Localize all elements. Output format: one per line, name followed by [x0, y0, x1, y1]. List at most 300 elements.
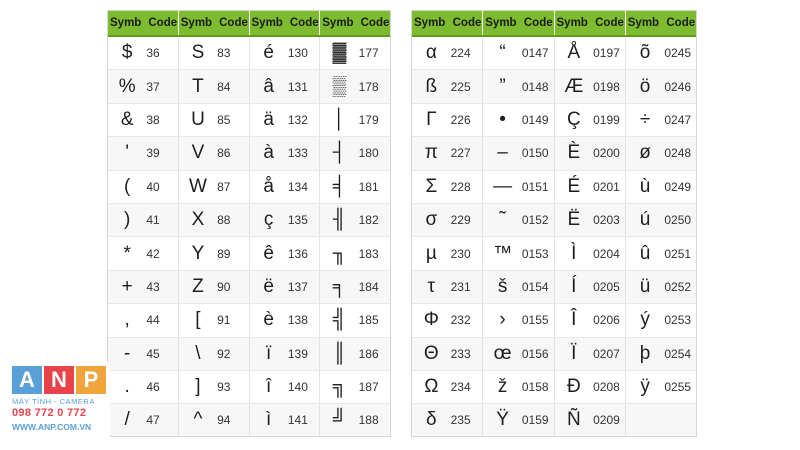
symbol-glyph: Í: [571, 275, 577, 297]
symbol-code: 0205: [593, 279, 620, 294]
symbol-glyph: µ: [425, 242, 437, 264]
symbol-glyph: •: [499, 108, 506, 130]
symbol-cell: [626, 171, 696, 203]
symbol-code: 0153: [521, 246, 549, 261]
symbol-cell: [555, 304, 626, 336]
symbol-code: 0158: [521, 380, 549, 395]
anp-logo: [0, 362, 110, 450]
symbol-code: 138: [287, 313, 308, 328]
symbol-glyph: ë: [263, 275, 274, 297]
symbol-code: 137: [287, 279, 308, 294]
symbol-cell: [412, 271, 483, 303]
symbol-cell: [626, 371, 696, 403]
symbol-glyph: σ: [425, 209, 438, 231]
symbol-code: 0255: [664, 380, 692, 395]
symbol-code: 140: [287, 380, 308, 395]
symbol-code: 41: [146, 213, 160, 228]
header-code: Code: [523, 17, 553, 29]
header-group: [320, 11, 390, 35]
symbol-code: 0207: [593, 346, 620, 361]
symbol-code: 0148: [521, 79, 549, 94]
symbol-code: 136: [287, 246, 308, 261]
symbol-glyph: ▒: [332, 75, 347, 97]
symbol-code: 232: [450, 313, 471, 328]
symbol-code: 187: [358, 380, 379, 395]
header-code: Code: [452, 17, 482, 29]
symbol-cell: [179, 70, 250, 102]
symbol-cell: [412, 37, 483, 69]
table-row: [412, 204, 696, 237]
symbol-code: 186: [358, 346, 379, 361]
symbol-code: 0199: [593, 112, 620, 127]
symbol-cell: [320, 70, 390, 102]
symbol-code: 94: [217, 413, 231, 428]
symbol-cell: [250, 404, 321, 436]
symbol-cell: [483, 204, 554, 236]
ascii-table-left: [107, 10, 391, 437]
symbol-code: 0201: [593, 179, 620, 194]
table-row: [412, 37, 696, 70]
symbol-cell: [412, 304, 483, 336]
symbol-code: 90: [217, 279, 231, 294]
symbol-glyph: Ì: [571, 242, 577, 264]
symbol-glyph: ▓: [332, 42, 347, 64]
symbol-glyph: Î: [571, 309, 577, 331]
symbol-cell: [179, 104, 250, 136]
table-row: [412, 338, 696, 371]
symbol-code: 0254: [664, 346, 692, 361]
symbol-code: 0206: [593, 313, 620, 328]
symbol-glyph: ê: [263, 242, 274, 264]
header-group: [412, 11, 483, 35]
symbol-cell: [108, 304, 179, 336]
symbol-glyph: Ï: [571, 342, 577, 364]
symbol-cell: [250, 104, 321, 136]
table-row: [108, 37, 390, 70]
symbol-cell: [108, 37, 179, 69]
symbol-glyph: ä: [263, 108, 274, 130]
table-row: [412, 137, 696, 170]
symbol-glyph: ì: [266, 409, 272, 431]
symbol-code: 179: [358, 112, 379, 127]
symbol-code: 141: [287, 413, 308, 428]
table-row: [108, 271, 390, 304]
symbol-code: 46: [146, 380, 160, 395]
symbol-cell: [483, 171, 554, 203]
symbol-code: 229: [450, 213, 471, 228]
symbol-cell: [555, 104, 626, 136]
symbol-code: 131: [287, 79, 308, 94]
symbol-glyph: V: [191, 142, 205, 164]
symbol-cell: [483, 304, 554, 336]
symbol-code: 42: [146, 246, 160, 261]
symbol-glyph: ˜: [499, 209, 506, 231]
symbol-glyph: ”: [499, 75, 506, 97]
symbol-glyph: τ: [427, 275, 436, 297]
table-header: [412, 11, 696, 37]
symbol-code: 0247: [664, 112, 692, 127]
header-code: Code: [360, 17, 390, 29]
symbol-glyph: ': [125, 142, 129, 164]
symbol-glyph: π: [424, 142, 438, 164]
symbol-cell: [412, 104, 483, 136]
symbol-code: 0208: [593, 380, 620, 395]
symbol-cell: [412, 371, 483, 403]
symbol-glyph: ç: [263, 209, 274, 231]
symbol-glyph: W: [188, 175, 207, 197]
symbol-code: 0197: [593, 46, 620, 61]
symbol-code: 44: [146, 313, 160, 328]
table-row: [412, 237, 696, 270]
symbol-cell: [250, 237, 321, 269]
table-row: [412, 70, 696, 103]
symbol-glyph: $: [121, 42, 133, 64]
symbol-glyph: Y: [191, 242, 205, 264]
symbol-code: 89: [217, 246, 231, 261]
symbol-glyph: Θ: [423, 342, 439, 364]
symbol-glyph: Σ: [425, 175, 438, 197]
header-group: [555, 11, 626, 35]
symbol-code: 230: [450, 246, 471, 261]
logo-letter-n: N: [44, 366, 74, 394]
symbol-cell: [320, 271, 390, 303]
symbol-glyph: –: [497, 142, 508, 164]
symbol-cell: [483, 404, 554, 436]
symbol-code: 231: [450, 279, 471, 294]
symbol-code: 86: [217, 146, 231, 161]
symbol-code: 83: [217, 46, 231, 61]
symbol-cell: [320, 171, 390, 203]
logo-letters: [12, 366, 106, 394]
symbol-glyph: ╕: [332, 275, 347, 297]
symbol-cell: [179, 237, 250, 269]
symbol-cell: [320, 104, 390, 136]
symbol-cell: [626, 237, 696, 269]
symbol-cell: [555, 171, 626, 203]
table-row: [412, 171, 696, 204]
symbol-glyph: ü: [639, 275, 651, 297]
symbol-glyph: ž: [497, 376, 508, 398]
symbol-code: 0209: [593, 413, 620, 428]
symbol-cell: [555, 404, 626, 436]
symbol-code: 36: [146, 46, 160, 61]
symbol-glyph: ╝: [332, 409, 347, 431]
symbol-cell: [626, 338, 696, 370]
symbol-code: 180: [358, 146, 379, 161]
header-symb: Symb: [110, 17, 142, 29]
symbol-code: 0245: [664, 46, 692, 61]
symbol-cell: [108, 338, 179, 370]
symbol-glyph: δ: [426, 409, 437, 431]
symbol-cell: [179, 137, 250, 169]
symbol-cell: [108, 70, 179, 102]
symbol-glyph: ╖: [332, 242, 347, 264]
symbol-glyph: ÿ: [640, 376, 650, 398]
symbol-glyph: ý: [640, 309, 650, 331]
symbol-code: 0246: [664, 79, 692, 94]
symbol-glyph: ø: [639, 142, 651, 164]
table-body: [108, 37, 390, 437]
symbol-code: 181: [358, 179, 379, 194]
symbol-glyph: Z: [192, 275, 204, 297]
symbol-glyph: Ë: [567, 209, 581, 231]
header-symb: Symb: [556, 17, 588, 29]
symbol-cell: [108, 171, 179, 203]
symbol-cell: [626, 271, 696, 303]
symbol-glyph: &: [120, 108, 134, 130]
symbol-glyph: /: [124, 409, 130, 431]
symbol-cell: [108, 204, 179, 236]
symbol-code: 0147: [521, 46, 549, 61]
symbol-cell: [108, 371, 179, 403]
symbol-glyph: *: [123, 242, 131, 264]
symbol-glyph: ï: [266, 342, 272, 364]
symbol-glyph: \: [195, 342, 201, 364]
symbol-glyph: é: [263, 42, 274, 64]
symbol-code: 224: [450, 46, 471, 61]
symbol-glyph: ╢: [332, 209, 347, 231]
symbol-cell: [320, 237, 390, 269]
table-row: [108, 204, 390, 237]
symbol-glyph: ^: [193, 409, 203, 431]
symbol-glyph: ╗: [332, 376, 347, 398]
symbol-glyph: ß: [425, 75, 438, 97]
symbol-glyph: S: [191, 42, 205, 64]
symbol-cell: [108, 271, 179, 303]
symbol-cell: [626, 204, 696, 236]
symbol-cell: [179, 37, 250, 69]
logo-phone: 098 772 0 772: [12, 407, 87, 419]
symbol-cell: [412, 204, 483, 236]
header-code: Code: [289, 17, 319, 29]
symbol-glyph: ): [124, 209, 131, 231]
symbol-code: 228: [450, 179, 471, 194]
symbol-glyph: œ: [493, 342, 512, 364]
symbol-cell: [412, 70, 483, 102]
symbol-glyph: T: [192, 75, 204, 97]
symbol-glyph: -: [124, 342, 131, 364]
symbol-code: 184: [358, 279, 379, 294]
symbol-code: 139: [287, 346, 308, 361]
logo-letter-a: A: [12, 366, 42, 394]
symbol-glyph: Ω: [424, 376, 439, 398]
table-row: [108, 70, 390, 103]
symbol-glyph: û: [639, 242, 651, 264]
symbol-code: 234: [450, 380, 471, 395]
symbol-code: 84: [217, 79, 231, 94]
symbol-glyph: [: [195, 309, 201, 331]
symbol-code: 43: [146, 279, 160, 294]
symbol-cell: [483, 271, 554, 303]
header-code: Code: [148, 17, 178, 29]
symbol-code: 132: [287, 112, 308, 127]
symbol-cell: [626, 304, 696, 336]
symbol-cell: [179, 271, 250, 303]
header-group: [179, 11, 250, 35]
symbol-cell: [412, 237, 483, 269]
symbol-glyph: Φ: [423, 309, 439, 331]
symbol-cell: [483, 237, 554, 269]
symbol-cell: [179, 338, 250, 370]
symbol-code: 130: [287, 46, 308, 61]
table-row: [412, 404, 696, 437]
symbol-cell: [626, 37, 696, 69]
symbol-code: 0249: [664, 179, 692, 194]
symbol-glyph: ù: [639, 175, 651, 197]
symbol-code: 188: [358, 413, 379, 428]
symbol-cell: [320, 304, 390, 336]
header-group: [250, 11, 321, 35]
symbol-cell: [250, 37, 321, 69]
symbol-cell: [626, 70, 696, 102]
table-header: [108, 11, 390, 37]
symbol-glyph: ║: [332, 342, 347, 364]
symbol-glyph: ú: [639, 209, 651, 231]
symbol-glyph: š: [497, 275, 508, 297]
table-row: [108, 371, 390, 404]
symbol-code: 45: [146, 346, 160, 361]
symbol-glyph: “: [499, 42, 506, 64]
symbol-cell: [555, 271, 626, 303]
symbol-cell: [250, 204, 321, 236]
symbol-glyph: ö: [639, 75, 651, 97]
header-group: [626, 11, 696, 35]
symbol-glyph: Γ: [426, 108, 437, 130]
symbol-glyph: ╡: [332, 175, 347, 197]
symbol-glyph: ›: [499, 309, 506, 331]
symbol-code: 0151: [521, 179, 549, 194]
table-row: [412, 104, 696, 137]
symbol-code: 135: [287, 213, 308, 228]
symbol-code: 227: [450, 146, 471, 161]
symbol-cell: [320, 404, 390, 436]
symbol-code: 0149: [521, 112, 549, 127]
symbol-cell: [555, 371, 626, 403]
logo-tagline: MÁY TÍNH - CAMERA: [12, 397, 95, 406]
symbol-cell: [626, 104, 696, 136]
table-row: [412, 304, 696, 337]
symbol-code: 233: [450, 346, 471, 361]
symbol-cell: [320, 37, 390, 69]
symbol-glyph: ╣: [332, 309, 347, 331]
table-row: [412, 271, 696, 304]
symbol-glyph: │: [333, 108, 346, 130]
symbol-glyph: õ: [639, 42, 651, 64]
symbol-code: 185: [358, 313, 379, 328]
symbol-glyph: è: [263, 309, 274, 331]
symbol-code: 0156: [521, 346, 549, 361]
header-code: Code: [595, 17, 624, 29]
table-row: [108, 404, 390, 437]
symbol-cell: [483, 137, 554, 169]
symbol-cell: [108, 104, 179, 136]
symbol-cell: [483, 338, 554, 370]
symbol-code: 39: [146, 146, 160, 161]
symbol-code: 133: [287, 146, 308, 161]
symbol-code: 0252: [664, 279, 692, 294]
symbol-cell: [108, 137, 179, 169]
header-symb: Symb: [627, 17, 660, 29]
header-group: [108, 11, 179, 35]
symbol-cell: [555, 338, 626, 370]
header-symb: Symb: [251, 17, 283, 29]
symbol-cell: [108, 404, 179, 436]
header-group: [483, 11, 554, 35]
symbol-cell: [179, 371, 250, 403]
symbol-glyph: Ñ: [566, 409, 581, 431]
symbol-code: 0253: [664, 313, 692, 328]
symbol-cell: [626, 137, 696, 169]
symbol-cell: [250, 70, 321, 102]
symbol-cell: [179, 304, 250, 336]
table-row: [108, 137, 390, 170]
logo-letter-p: P: [76, 366, 106, 394]
header-code: Code: [666, 17, 696, 29]
symbol-code: 0251: [664, 246, 692, 261]
symbol-glyph: ,: [124, 309, 130, 331]
symbol-cell: [108, 237, 179, 269]
symbol-glyph: —: [493, 175, 513, 197]
table-row: [412, 371, 696, 404]
logo-website: WWW.ANP.COM.VN: [12, 422, 92, 432]
symbol-cell: [412, 137, 483, 169]
symbol-glyph: Æ: [564, 75, 584, 97]
symbol-cell: [320, 371, 390, 403]
symbol-glyph: α: [425, 42, 437, 64]
symbol-cell: [179, 171, 250, 203]
symbol-cell: [179, 404, 250, 436]
table-row: [108, 237, 390, 270]
symbol-cell: [320, 204, 390, 236]
symbol-code: 134: [287, 179, 308, 194]
symbol-cell: [250, 171, 321, 203]
symbol-glyph: å: [263, 175, 274, 197]
symbol-code: 0155: [521, 313, 549, 328]
symbol-code: 178: [358, 79, 379, 94]
symbol-code: 0154: [521, 279, 549, 294]
symbol-cell: [555, 137, 626, 169]
symbol-code: 0203: [593, 213, 620, 228]
symbol-cell: [483, 37, 554, 69]
symbol-cell: [250, 338, 321, 370]
symbol-glyph: Ç: [566, 108, 581, 130]
symbol-cell: [483, 70, 554, 102]
symbol-code: 0198: [593, 79, 620, 94]
symbol-glyph: %: [118, 75, 136, 97]
symbol-cell: [250, 304, 321, 336]
symbol-cell: [555, 237, 626, 269]
symbol-code: 235: [450, 413, 471, 428]
symbol-code: 0150: [521, 146, 549, 161]
symbol-glyph: â: [263, 75, 274, 97]
symbol-cell: [483, 371, 554, 403]
symbol-glyph: ÷: [639, 108, 651, 130]
symbol-glyph: þ: [639, 342, 651, 364]
symbol-cell: [626, 404, 696, 436]
header-symb: Symb: [414, 17, 446, 29]
symbol-glyph: É: [567, 175, 581, 197]
symbol-glyph: X: [191, 209, 205, 231]
symbol-code: 226: [450, 112, 471, 127]
symbol-cell: [412, 404, 483, 436]
symbol-code: 87: [217, 179, 231, 194]
header-symb: Symb: [322, 17, 354, 29]
header-symb: Symb: [485, 17, 517, 29]
symbol-cell: [320, 338, 390, 370]
symbol-cell: [320, 137, 390, 169]
symbol-code: 88: [217, 213, 231, 228]
symbol-cell: [250, 271, 321, 303]
